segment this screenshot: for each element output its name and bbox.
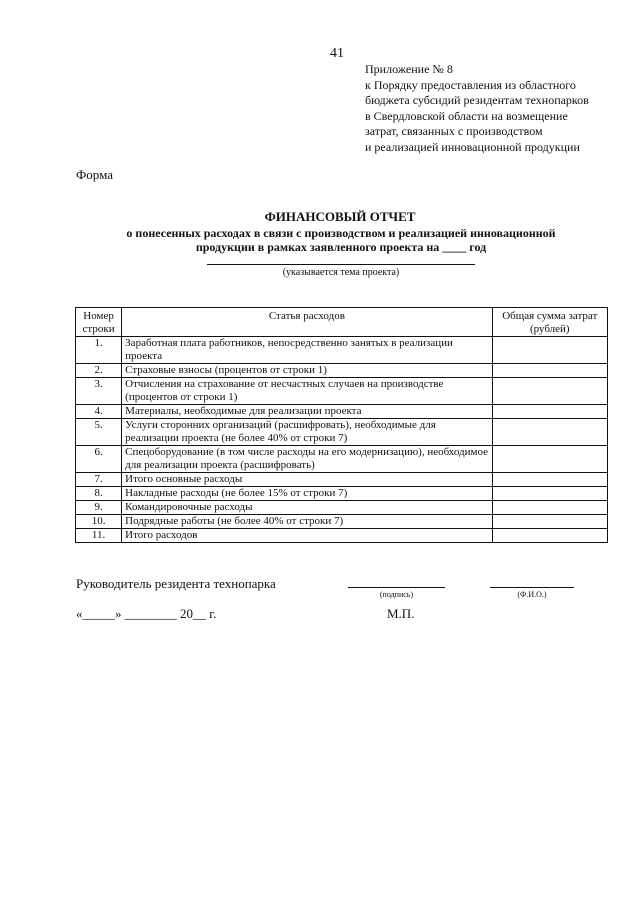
report-title: ФИНАНСОВЫЙ ОТЧЕТ bbox=[264, 209, 416, 224]
table-row bbox=[76, 446, 608, 473]
appendix-block bbox=[365, 62, 627, 155]
signature-caption: (подпись) bbox=[379, 590, 414, 599]
expense-sum bbox=[492, 337, 607, 364]
expense-sum bbox=[492, 487, 607, 501]
table-row bbox=[76, 473, 608, 487]
expense-sum bbox=[492, 473, 607, 487]
expense-item: Подрядные работы (не более 40% от строки 7) bbox=[122, 515, 492, 529]
row-number: 2. bbox=[76, 364, 122, 378]
appendix-line: и реализацией инновационной продукции bbox=[365, 139, 580, 154]
expense-sum bbox=[492, 378, 607, 405]
row-number: 9. bbox=[76, 501, 122, 515]
table-row bbox=[76, 378, 608, 405]
expense-item: Итого основные расходы bbox=[122, 473, 492, 487]
expense-item: Материалы, необходимые для реализации проекта bbox=[122, 405, 492, 419]
row-number: 3. bbox=[76, 378, 122, 405]
expense-sum bbox=[492, 419, 607, 446]
expense-item: Заработная плата работников, непосредственно занятых в реализации проекта bbox=[122, 337, 492, 364]
row-number: 4. bbox=[76, 405, 122, 419]
expense-sum bbox=[492, 405, 607, 419]
column-header-item: Статья расходов bbox=[122, 308, 492, 337]
expense-item: Итого расходов bbox=[122, 529, 492, 543]
fio-line bbox=[490, 587, 574, 588]
page-number: 41 bbox=[330, 46, 344, 61]
appendix-line: Приложение № 8 bbox=[365, 62, 453, 76]
row-number: 11. bbox=[76, 529, 122, 543]
row-number: 6. bbox=[76, 446, 122, 473]
appendix-line: к Порядку предоставления из областного bbox=[365, 77, 576, 92]
table-row bbox=[76, 501, 608, 515]
expense-item: Отчисления на страхование от несчастных случаев на производстве (процентов от строки 1) bbox=[122, 378, 492, 405]
fio-caption: (Ф.И.О.) bbox=[517, 590, 547, 599]
row-number: 8. bbox=[76, 487, 122, 501]
table-row bbox=[76, 487, 608, 501]
expense-sum bbox=[492, 515, 607, 529]
row-number: 7. bbox=[76, 473, 122, 487]
expense-sum bbox=[492, 364, 607, 378]
expense-item: Накладные расходы (не более 15% от строки 7) bbox=[122, 487, 492, 501]
appendix-line: в Свердловской области на возмещение bbox=[365, 108, 568, 123]
table-row bbox=[76, 419, 608, 446]
form-label: Форма bbox=[76, 167, 113, 182]
signature-line bbox=[348, 587, 445, 588]
row-number: 1. bbox=[76, 337, 122, 364]
table-row bbox=[76, 337, 608, 364]
column-header-number: Номер строки bbox=[76, 308, 122, 337]
row-number: 10. bbox=[76, 515, 122, 529]
expense-sum bbox=[492, 529, 607, 543]
appendix-line: затрат, связанных с производством bbox=[365, 124, 543, 138]
topic-fill-line bbox=[207, 264, 475, 265]
expenses-table bbox=[75, 307, 608, 543]
director-label: Руководитель резидента технопарка bbox=[76, 576, 276, 591]
appendix-line: бюджета субсидий резидентам технопарков bbox=[365, 93, 589, 107]
expense-item: Услуги сторонних организаций (расшифровать), необходимые для реализации проекта (не более 40% от строки 7) bbox=[122, 419, 492, 446]
expense-sum bbox=[492, 501, 607, 515]
stamp-label: М.П. bbox=[387, 606, 415, 621]
topic-caption: (указывается тема проекта) bbox=[282, 267, 400, 278]
expense-item: Спецоборудование (в том числе расходы на его модернизацию), необходимое для реализации проекта (расшифровать) bbox=[122, 446, 492, 473]
column-header-sum: Общая сумма затрат (рублей) bbox=[492, 308, 607, 337]
table-row bbox=[76, 529, 608, 543]
expense-item: Командировочные расходы bbox=[122, 501, 492, 515]
table-row bbox=[76, 515, 608, 529]
row-number: 5. bbox=[76, 419, 122, 446]
table-row bbox=[76, 364, 608, 378]
expense-item: Страховые взносы (процентов от строки 1) bbox=[122, 364, 492, 378]
expense-sum bbox=[492, 446, 607, 473]
table-header-row bbox=[76, 308, 608, 337]
date-field: «_____» ________ 20__ г. bbox=[76, 606, 217, 621]
report-subtitle: о понесенных расходах в связи с производством и реализацией инновационной продукции в рамках заявленного проекта на ____ год bbox=[126, 226, 556, 254]
table-row bbox=[76, 405, 608, 419]
